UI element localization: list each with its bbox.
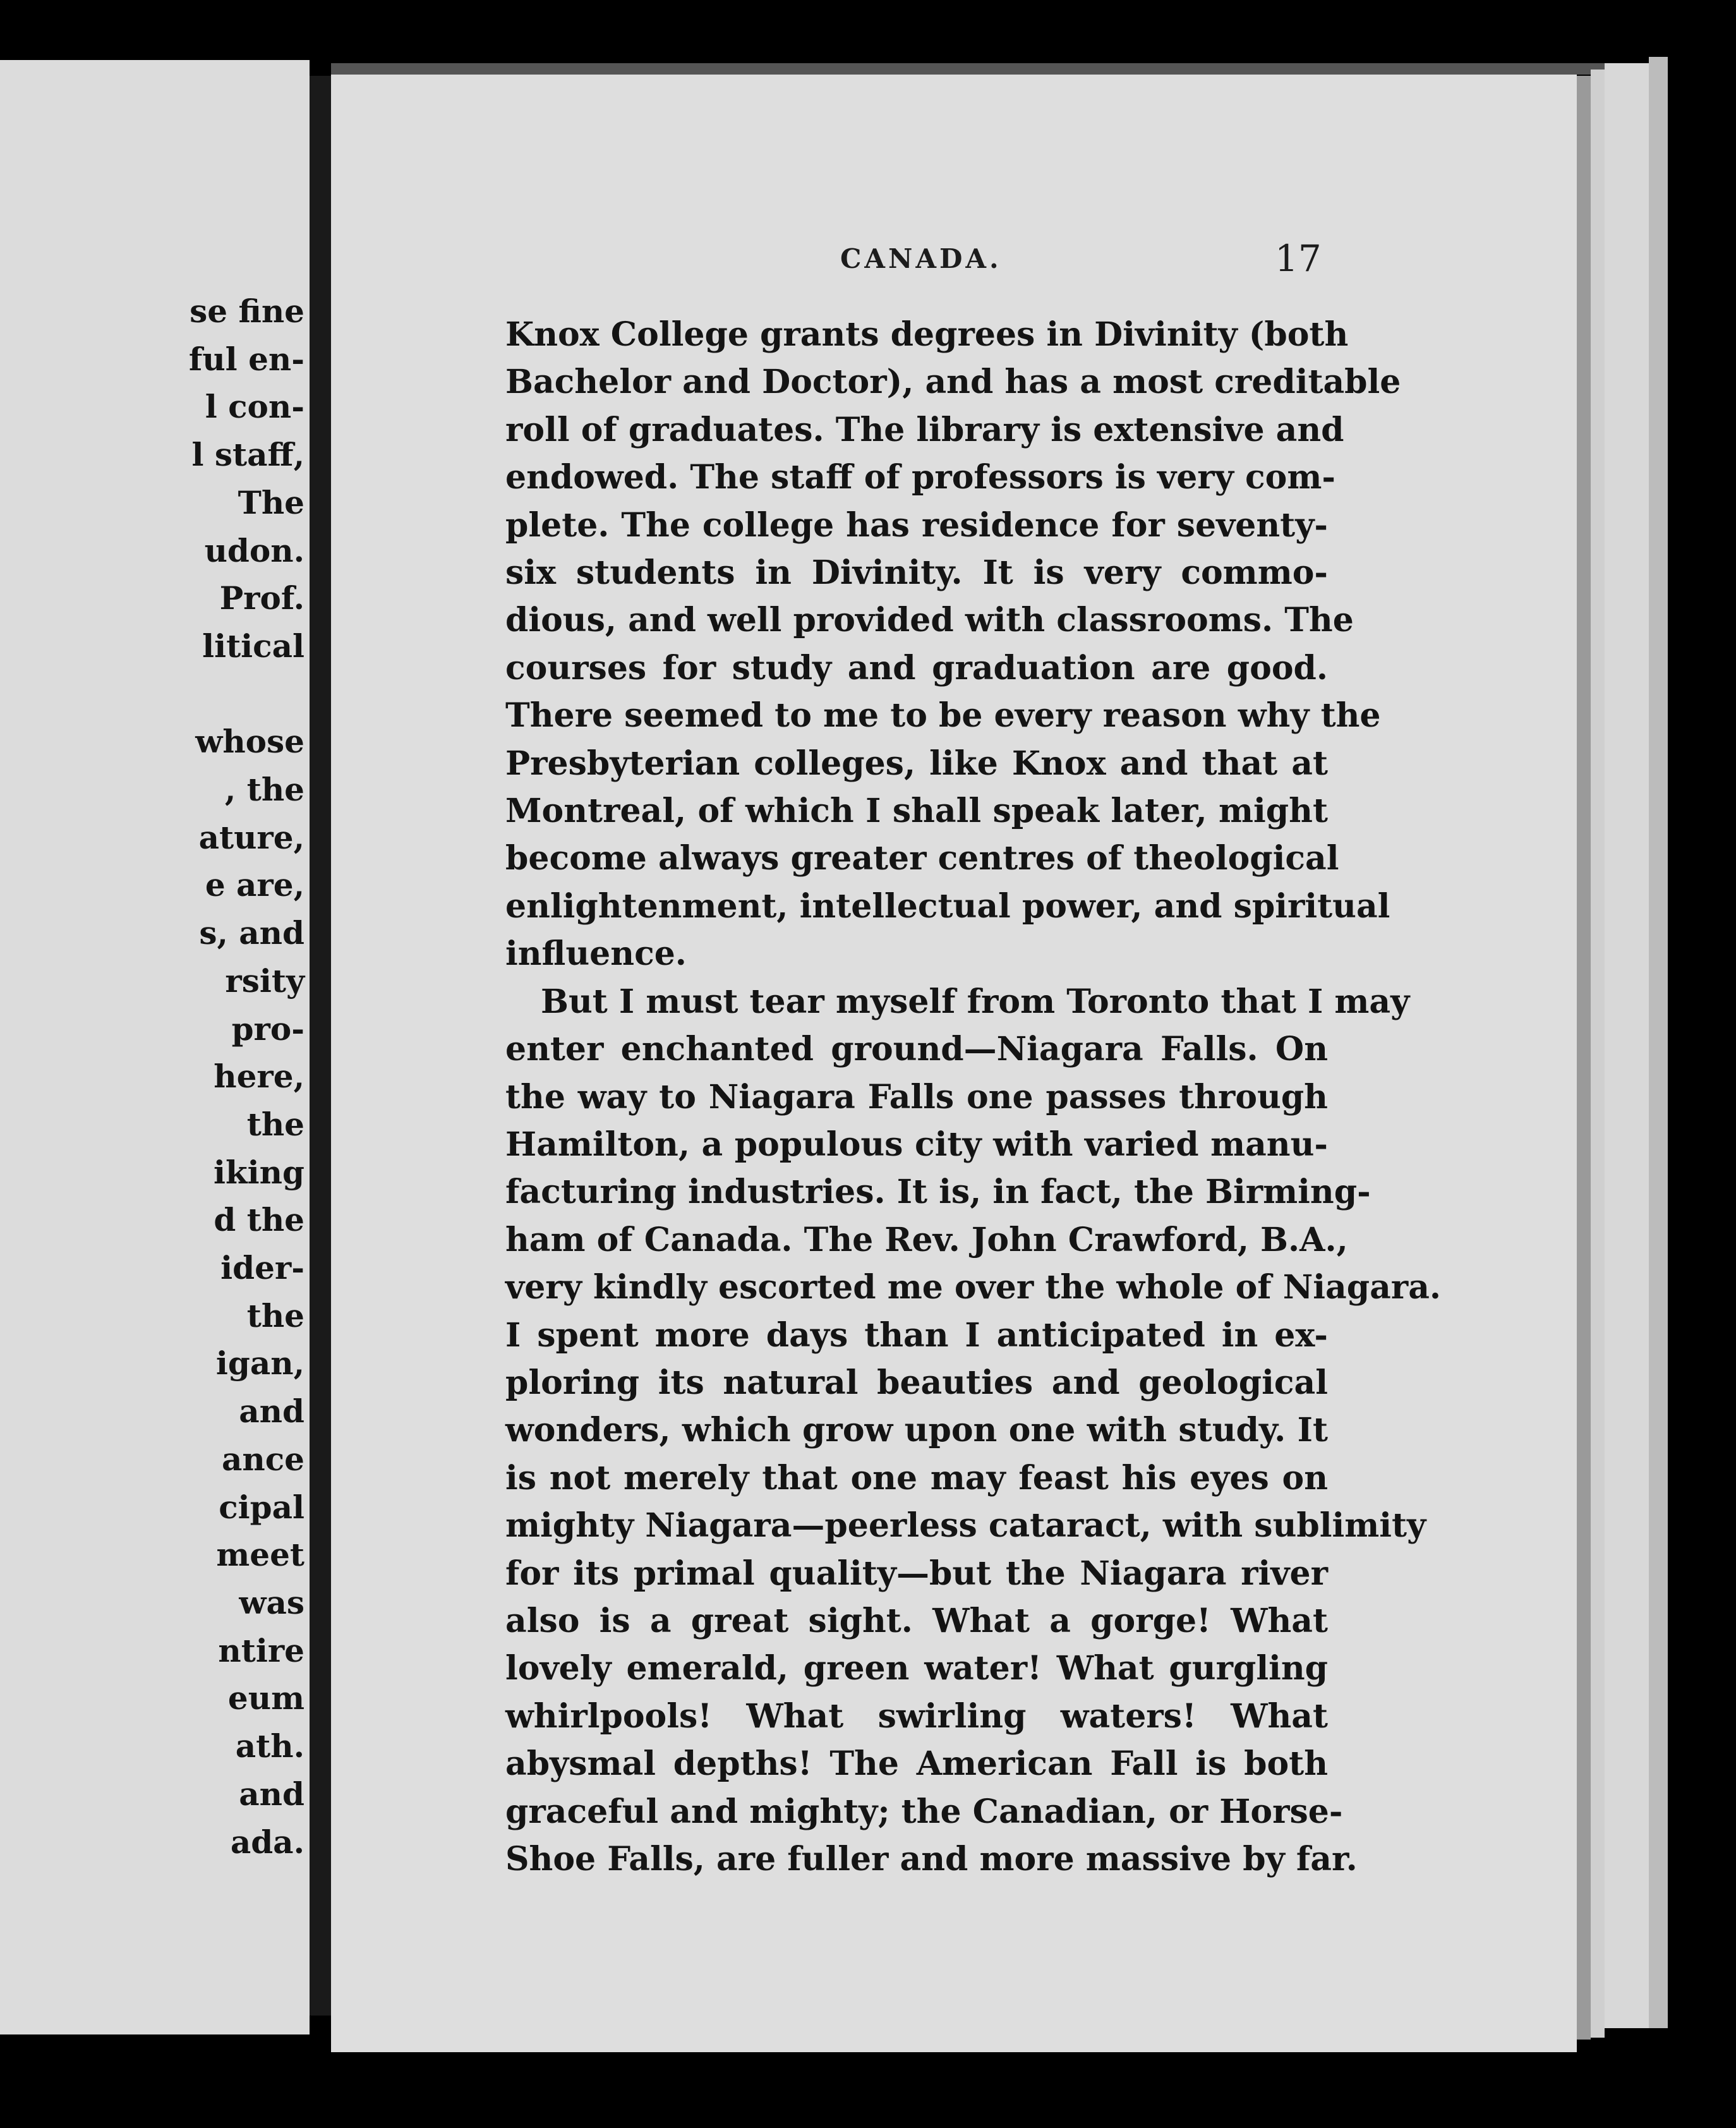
- previous-page: [0, 60, 310, 2034]
- previous-page-line: whose: [195, 723, 304, 761]
- previous-page-line: and: [239, 1775, 304, 1813]
- body-line: whirlpools! What swirling waters! What: [505, 1696, 1328, 1736]
- previous-page-line: ful en-: [188, 340, 304, 378]
- body-line: I spent more days than I anticipated in ex-: [505, 1315, 1328, 1355]
- previous-page-line: the: [246, 1105, 304, 1143]
- previous-page-line: iking: [214, 1153, 304, 1191]
- previous-page-line: udon.: [204, 531, 304, 569]
- page-top-shadow: [331, 63, 1658, 75]
- body-line: enlightenment, intellectual power, and spiritual: [505, 886, 1390, 926]
- body-line: become always greater centres of theological: [505, 839, 1339, 878]
- previous-page-line: Prof.: [219, 579, 304, 617]
- body-line: Bachelor and Doctor), and has a most creditable: [505, 363, 1401, 402]
- previous-page-line: the: [246, 1297, 304, 1334]
- previous-page-line: l staff,: [191, 436, 304, 474]
- page-edge: [1591, 70, 1605, 2038]
- body-line: endowed. The staff of professors is very com-: [505, 458, 1335, 497]
- running-head: CANADA.: [840, 243, 1002, 274]
- body-line: Presbyterian colleges, like Knox and that at: [505, 744, 1328, 783]
- previous-page-line: was: [239, 1583, 304, 1621]
- previous-page-line: ada.: [230, 1823, 304, 1861]
- body-line: abysmal depths! The American Fall is both: [505, 1744, 1328, 1784]
- body-line: six students in Divinity. It is very commo-: [505, 553, 1328, 593]
- body-line: influence.: [505, 934, 687, 974]
- previous-page-line: eum: [227, 1679, 304, 1717]
- previous-page-line: ance: [221, 1440, 304, 1478]
- body-line: very kindly escorted me over the whole of Niagara.: [505, 1268, 1441, 1307]
- body-line: But I must tear myself from Toronto that I may: [541, 982, 1410, 1021]
- body-line: ham of Canada. The Rev. John Crawford, B.A.,: [505, 1220, 1348, 1259]
- body-line: mighty Niagara—peerless cataract, with sublimity: [505, 1506, 1426, 1545]
- page-edge: [1605, 63, 1649, 2028]
- book-gutter: [310, 76, 331, 2016]
- page-edge: [1577, 76, 1591, 2040]
- body-line: enter enchanted ground—Niagara Falls. On: [505, 1030, 1328, 1069]
- body-line: Shoe Falls, are fuller and more massive by far.: [505, 1840, 1358, 1878]
- previous-page-line: e are,: [205, 866, 304, 904]
- previous-page-text: [1, 287, 304, 1866]
- body-line: wonders, which grow upon one with study. It: [505, 1411, 1328, 1450]
- previous-page-line: ider-: [220, 1249, 304, 1287]
- body-line: the way to Niagara Falls one passes through: [505, 1077, 1328, 1116]
- previous-page-line: , the: [224, 771, 304, 809]
- previous-page-line: s, and: [199, 914, 304, 952]
- body-line: also is a great sight. What a gorge! What: [505, 1601, 1328, 1640]
- previous-page-line: pro-: [231, 1010, 304, 1048]
- previous-page-line: [1, 670, 304, 718]
- previous-page-line: meet: [216, 1536, 304, 1574]
- body-line: dious, and well provided with classrooms. The: [505, 601, 1354, 640]
- previous-page-line: The: [238, 483, 304, 521]
- previous-page-line: ature,: [198, 818, 304, 856]
- body-line: for its primal quality—but the Niagara river: [505, 1554, 1328, 1593]
- body-line: ploring its natural beauties and geological: [505, 1363, 1328, 1402]
- previous-page-line: d the: [214, 1201, 304, 1239]
- previous-page-line: se fine: [190, 293, 304, 330]
- page-edge: [1649, 57, 1668, 2028]
- body-line: There seemed to me to be every reason why the: [505, 696, 1381, 735]
- previous-page-line: l con-: [205, 388, 304, 426]
- body-line: facturing industries. It is, in fact, the Birming-: [505, 1173, 1371, 1212]
- body-line: lovely emerald, green water! What gurgling: [505, 1649, 1328, 1688]
- previous-page-line: ath.: [235, 1727, 304, 1765]
- body-text: [505, 311, 1441, 1883]
- previous-page-line: cipal: [219, 1488, 304, 1526]
- previous-page-line: litical: [202, 627, 304, 665]
- body-line: plete. The college has residence for seventy-: [505, 505, 1328, 545]
- body-line: roll of graduates. The library is extensive and: [505, 410, 1344, 449]
- body-line: graceful and mighty; the Canadian, or Horse-: [505, 1792, 1343, 1831]
- body-line: courses for study and graduation are good.: [505, 648, 1328, 687]
- previous-page-line: and: [239, 1393, 304, 1430]
- page-number: 17: [1275, 237, 1322, 280]
- body-line: Hamilton, a populous city with varied manu-: [505, 1125, 1328, 1164]
- body-line: Knox College grants degrees in Divinity (both: [505, 315, 1349, 354]
- previous-page-line: here,: [214, 1058, 304, 1096]
- body-line: Montreal, of which I shall speak later, might: [505, 792, 1328, 831]
- previous-page-line: ntire: [218, 1631, 304, 1669]
- previous-page-line: rsity: [225, 962, 304, 1000]
- previous-page-line: igan,: [215, 1345, 304, 1382]
- body-line: is not merely that one may feast his eyes on: [505, 1458, 1328, 1497]
